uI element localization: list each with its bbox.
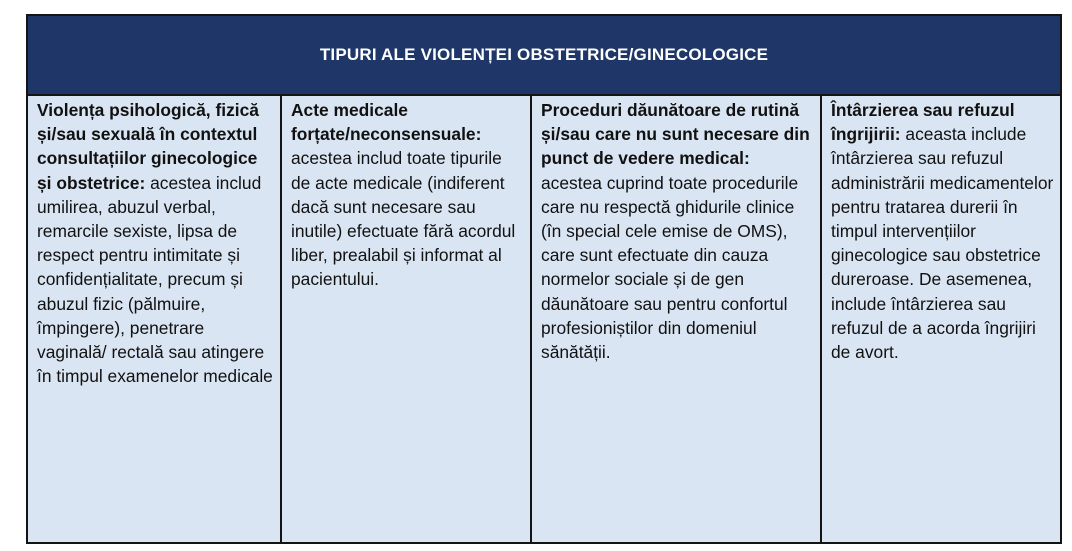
column-cell xyxy=(541,98,814,364)
table-title: TIPURI ALE VIOLENȚEI OBSTETRICE/GINECOLOGICE xyxy=(28,16,1060,96)
column-psychological-violence xyxy=(28,96,282,542)
column-heading: Întârzierea sau refuzul îngrijirii: xyxy=(831,100,1015,145)
column-cell xyxy=(831,98,1054,364)
column-text: acestea cuprind toate procedurile care nu respectă ghidurile clinice (în special cele emise de OMS), care sunt efectuate din cauza normelor sociale și de gen dăunătoare sau pentru confortul profesioniștilor din domeniul sănătății. xyxy=(541,172,799,363)
column-text: aceasta include întârzierea sau refuzul administrării medicamentelor pentru tratarea durerii în timpul intervențiilor ginecologice sau obstetrice dureroase. De asemenea, include întârzierea sau refuzul de a acorda îngrijiri de avort. xyxy=(831,124,1054,363)
column-text: acestea includ umilirea, abuzul verbal, remarcile sexiste, lipsa de respect pentru intimitate și confidențialitate, precum și abuzul fizic (pălmuire, împingere), penetrare vaginală/ rectală sau atingere în timpul examenelor medicale xyxy=(37,172,273,387)
table-body xyxy=(28,96,1060,542)
column-heading: Acte medicale forțate/neconsensuale: xyxy=(291,100,482,145)
column-text: acestea includ toate tipurile de acte medicale (indiferent dacă sunt necesare sau inutile) efectuate fără acordul liber, prealabil și informat al pacientului. xyxy=(291,148,516,290)
violence-types-table xyxy=(26,14,1062,544)
column-harmful-routine-procedures xyxy=(532,96,822,542)
column-cell xyxy=(37,98,274,388)
column-forced-medical-acts xyxy=(282,96,532,542)
column-heading: Proceduri dăunătoare de rutină și/sau care nu sunt necesare din punct de vedere medical: xyxy=(541,100,810,169)
column-delayed-refused-care xyxy=(822,96,1060,542)
column-cell xyxy=(291,98,524,292)
column-heading: Violența psihologică, fizică și/sau sexuală în contextul consultațiilor ginecologice și obstetrice: xyxy=(37,100,259,193)
